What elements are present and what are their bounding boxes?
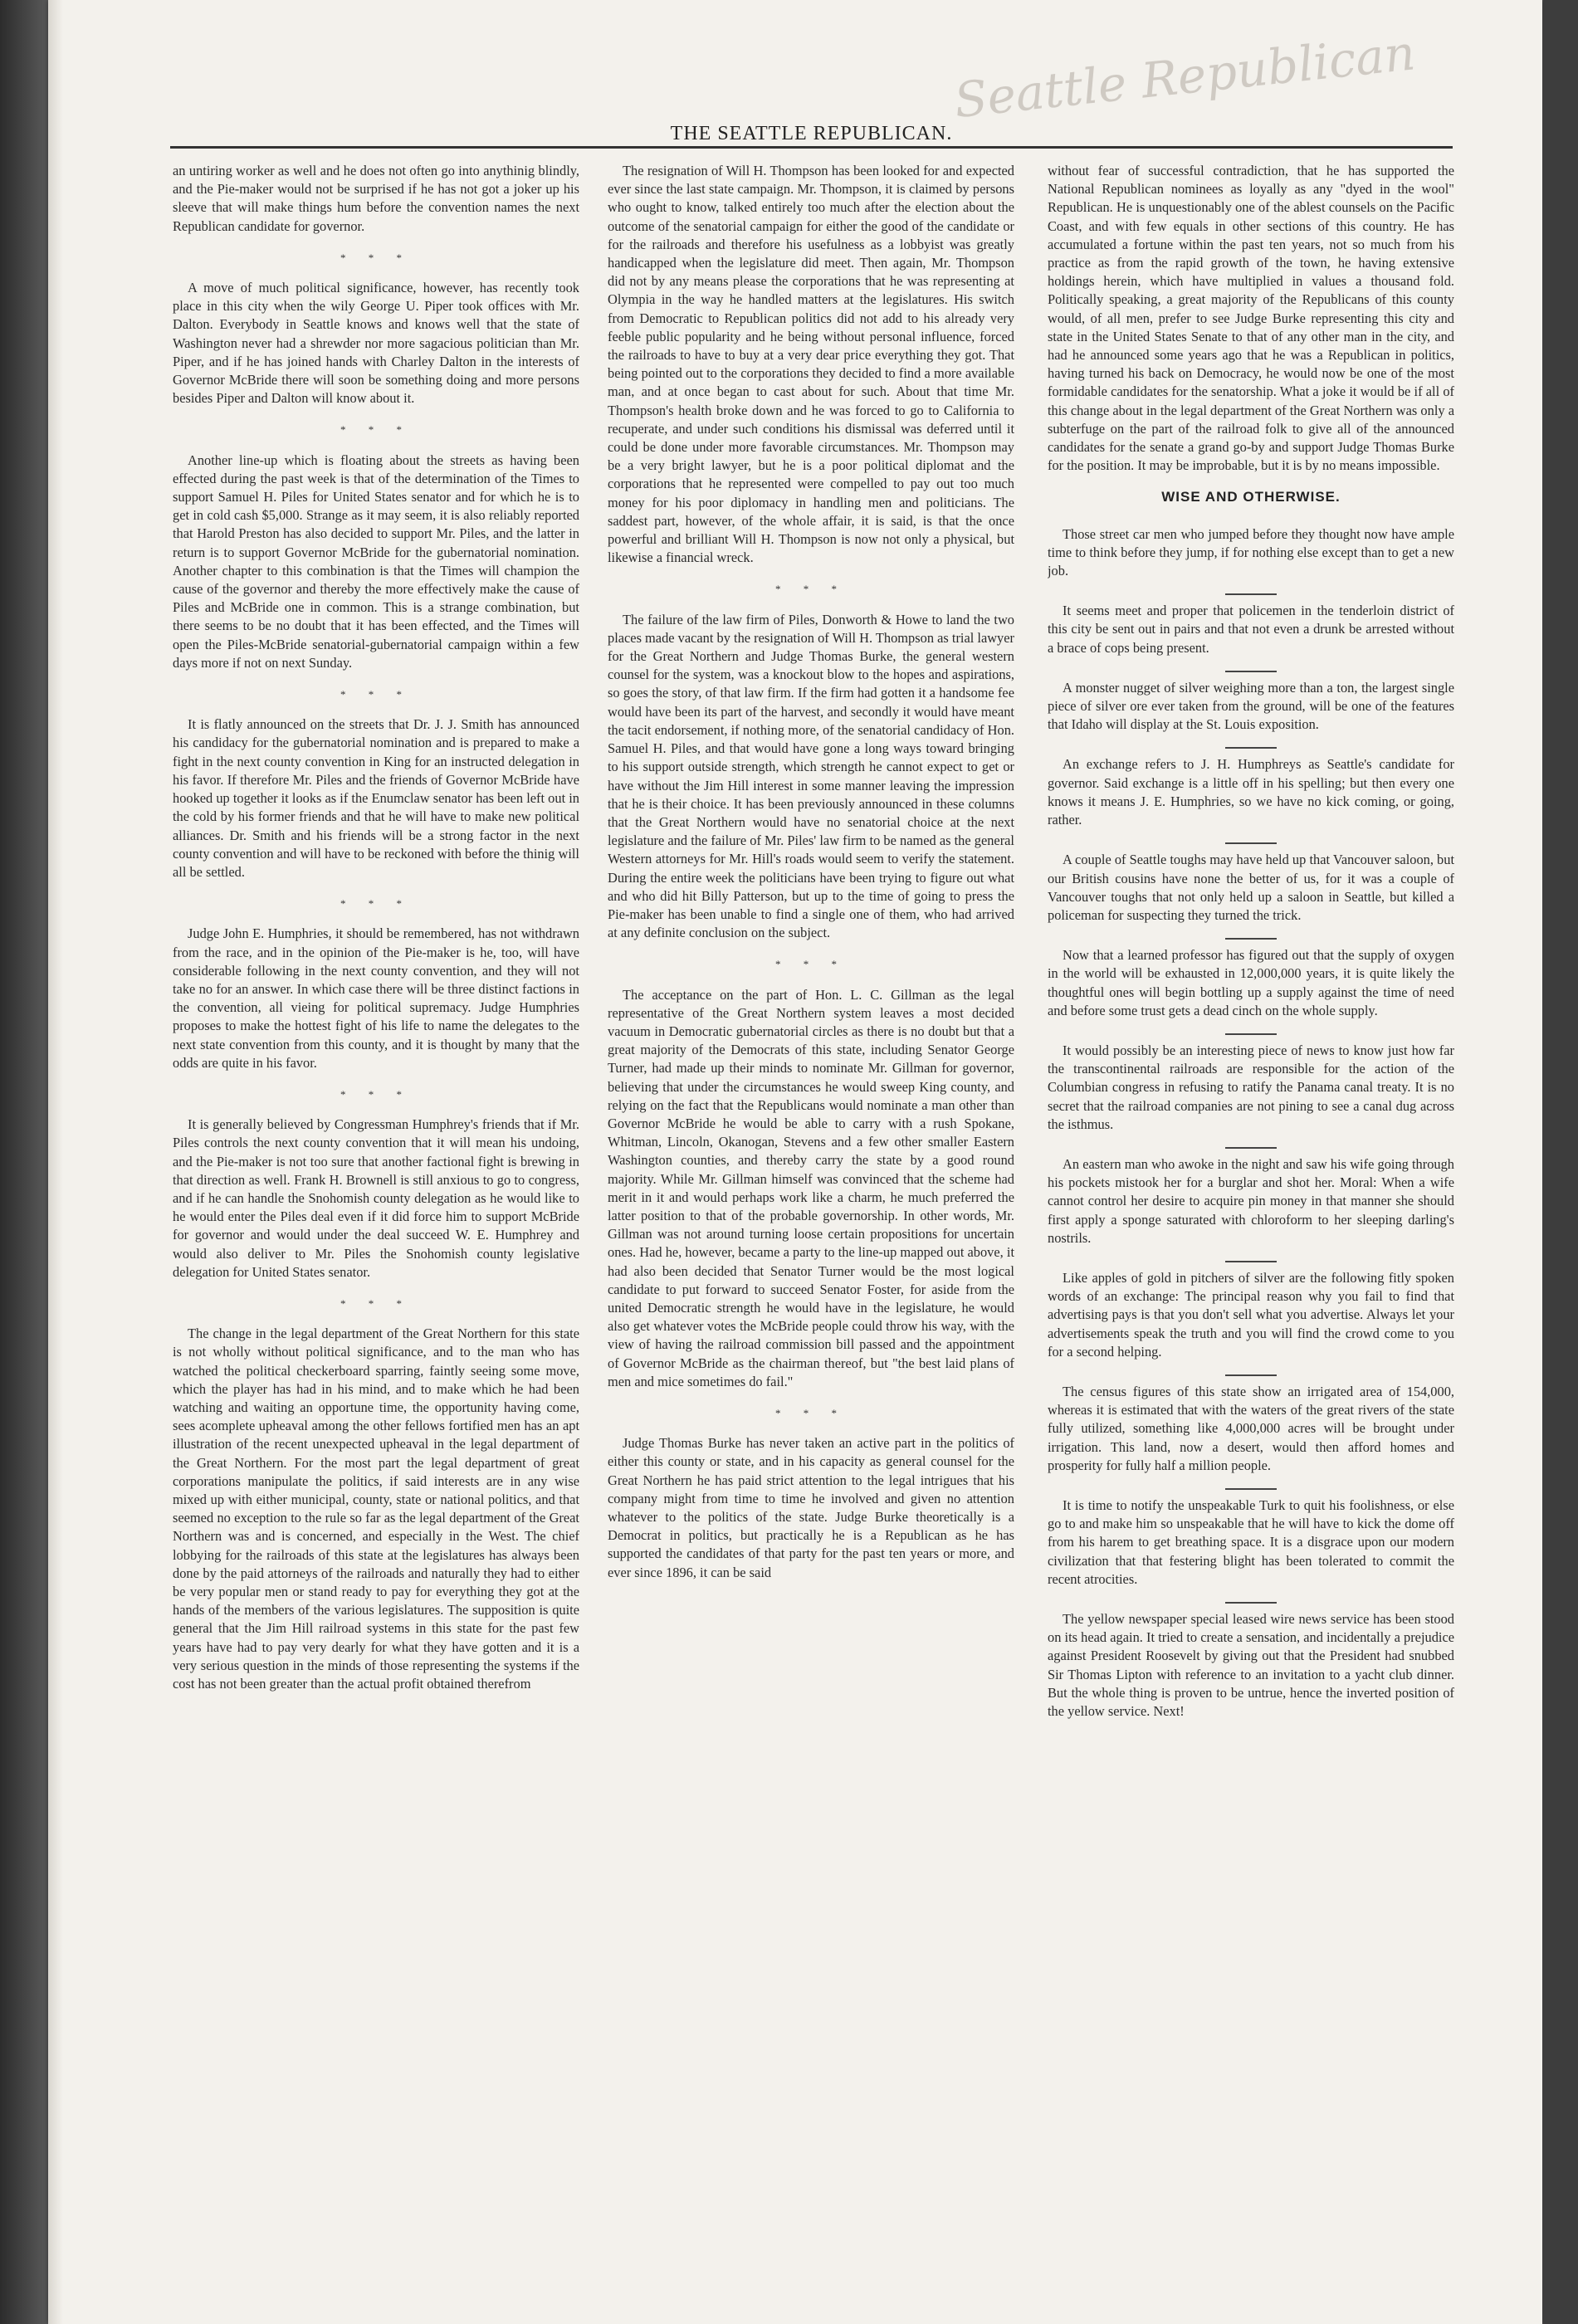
article-paragraph: Judge Thomas Burke has never taken an active part in the politics of either this county or state, and in his capacity as general counsel for the Great Northern he has paid strict attention to the legal intrigues that his company might from time to time he involved and given no attention whatever to the politics of the state. Judge Burke theoretically is a Democrat in politics, but practically he is a Republican as he has supported the candidates of that party for the past ten years or more, and ever since 1896, it can be said — [608, 1435, 1014, 1580]
article-paragraph: The resignation of Will H. Thompson has been looked for and expected ever since the last state campaign. Mr. Thompson, it is claimed by persons who ought to know, talked entirely too much after the election about the outcome of the senatorial campaign for either the good of the candidate or for the railroads and therefore his usefulness as a lobbyist was greatly handicapped when the legislature did meet. Then again, Mr. Thompson did not by any means please the corporations that he was representing at Olympia in the way he handled matters at the legislatures. His switch from Democratic to Republican politics did not add to his already very feeble public popularity and he being without personal influence, forced the railroads to have to buy at a very dear price everything they got. That being pointed out to the corporations they decided to find a more available man, and at once began to cast about for such. About that time Mr. Thompson's health broke down and he was forced to go to California to recuperate, and under such conditions his dismissal was deferred until it could be done under more favorable circumstances. Mr. Thompson may be a very bright lawyer, but he is a poor political diplomat and the corporations that he represented were compelled to pay out too much money for his poor diplomacy in handling men and politicians. The saddest part, however, of the whole affair, it is said, is that the once powerful and brilliant Will H. Thompson is now not only a physical, but likewise a financial wreck. — [608, 163, 1014, 566]
column-2 — [608, 162, 1014, 2179]
article-paragraph: Judge John E. Humphries, it should be remembered, has not withdrawn from the race, and in the opinion of the Pie-maker is he, too, will have considerable following in the next county convention, and they will not take no for an answer. In which case there will be three distinct factions in the convention, all vieing for political supremacy. Judge Humphries proposes to make the hottest fight of his life to name the delegates to the next state convention from this county, and it is thought by many that the odds are quite in his favor. — [173, 925, 579, 1071]
item-divider — [1225, 747, 1277, 749]
article-paragraph: It is time to notify the unspeakable Turk to quit his foolishness, or else go to and make him so unspeakable that he will have to kick the dome off from his harem to get breathing space. It is a disgrace upon our modern civilization that that festering blight has been tolerated to commit the recent atrocities. — [1048, 1496, 1454, 1587]
masthead: THE SEATTLE REPUBLICAN. — [670, 123, 953, 144]
handwritten-annotation: Seattle Republican — [951, 24, 1419, 129]
section-separator: * * * — [340, 423, 412, 437]
article-paragraph: It is generally believed by Congressman Humphrey's friends that if Mr. Piles controls the next county convention that it will mean his undoing, and the Pie-maker is not too sure that another factional fight is brewing in that direction as well. Frank H. Brownell is still anxious to go to congress, and if he can handle the Snohomish county delegation as he would like to he would enter the Piles deal even if it did force him to support McBride for governor and would under the deal succeed W. E. Humphrey and would also deliver to Mr. Piles the Snohomish county legislative delegation for United States senator. — [173, 1116, 579, 1280]
masthead-rule — [170, 146, 1453, 149]
article-paragraph: Now that a learned professor has figured out that the supply of oxygen in the world will be exhausted in 12,000,000 years, it is quite likely the thoughtful ones will begin bottling up a supply against the time of need and before some trust gets a dead cinch on the whole supply. — [1048, 947, 1454, 1018]
item-divider — [1225, 1033, 1277, 1035]
section-separator: * * * — [340, 1296, 412, 1310]
article-paragraph: Like apples of gold in pitchers of silver are the following fitly spoken words of an exchange: The principal reason why you fail to find that advertising pays is that you don't sell what you advertise. Always let your advertisements speak the truth and you will find the crowd come to you for a second helping. — [1048, 1269, 1454, 1360]
item-divider — [1225, 1374, 1277, 1376]
section-separator: * * * — [775, 958, 847, 971]
section-separator: * * * — [340, 688, 412, 701]
article-paragraph: The acceptance on the part of Hon. L. C. Gillman as the legal representative of the Great Northern system leaves a most decided vacuum in Democratic gubernatorial circles as there is no doubt but that a great majority of the Democrats of this state, including Senator George Turner, had made up their minds to nominate Mr. Gillman for governor, believing that under the circumstances he would sweep King county, and relying on the fact that the Republicans would nominate a man other than Governor McBride he would be able to carry with a rush Spokane, Whitman, Lincoln, Okanogan, Stevens and a few other smaller Eastern Washington counties, and thereby carry the state by a good round majority. While Mr. Gillman himself was convinced that the scheme had merit in it and would perhaps work like a charm, he much preferred the latter position to that of the probable governorship. In other words, Mr. Gillman was not around turning loose certain propositions for uncertain ones. Had he, however, became a party to the line-up mapped out above, it had also been decided that Senator Turner would be the most logical candidate to put forward to succeed Senator Foster, for aside from the united Democratic strength he would have in the legislature, he would also get whatever votes the McBride people could throw his way, with the view of having the railroad commission bill passed and the appointment of Governor McBride as the chairman thereof, but "the best laid plans of men and mice sometimes do fail." — [608, 986, 1014, 1389]
article-paragraph: It is flatly announced on the streets that Dr. J. J. Smith has announced his candidacy for the gubernatorial nomination and is prepared to make a fight in the next county convention in King for an instructed delegation in his favor. If therefore Mr. Piles and the friends of Governor McBride have hooked up together it looks as if the Enumclaw senator has been left out in the cold by his former friends and that he will have to make new political alliances. Dr. Smith and his friends will be a strong factor in the next county convention and will have to be reckoned with before the thinig will all be settled. — [173, 716, 579, 880]
article-paragraph: A monster nugget of silver weighing more than a ton, the largest single piece of silver ore ever taken from the ground, will be one of the features that Idaho will display at the St. Louis exposition. — [1048, 679, 1454, 733]
article-paragraph: The change in the legal department of the Great Northern for this state is not wholly without political significance, and to the man who has watched the political checkerboard sparring, faintly seeing some move, which the player has had in his mind, and to make which he had been watching and waiting an opportune time, the opportunity having come, sees acomplete upheaval among the other fellows fortified men has an apt illustration of the recent unexpected upheaval in the legal department of the Great Northern. For the most part the legal department of great corporations manipulate the politics, if said interests are in any wise mixed up with either municipal, county, state or national politics, and that seemed no exception to the rule so far as the legal department of the Great Northern was and is concerned, and especially in the West. The chief lobbying for the railroads of this state at the legislatures has always been done by the paid attorneys of the railroads and naturally they had to either be very popular men or stand ready to pay for everything they got at the hands of the members of the various legislatures. The supposition is quite general that the Jim Hill railroad systems in this state for the past few years have had to pay very dearly for what they have gotten and it is a very serious question in the minds of those representing the systems if the cost has not been greater than the actual profit obtained therefrom — [173, 1326, 579, 1692]
section-separator: * * * — [340, 897, 412, 911]
article-paragraph: An eastern man who awoke in the night and saw his wife going through his pockets mistook her for a burglar and shot her. Moral: When a wife cannot control her desire to acquire pin money in that manner she should first apply a sponge saturated with chloroform to her sleeping darling's nostrils. — [1048, 1155, 1454, 1246]
item-divider — [1225, 1488, 1277, 1490]
article-paragraph: Another line-up which is floating about the streets as having been effected during the past week is that of the determination of the Times to support Samuel H. Piles for United States senator and for which he is to get in cold cash $5,000. Strange as it may seem, it is also reliably reported that Harold Preston has also decided to support Mr. Piles, and the latter in return is to support Governor McBride for the gubernatorial nomination. Another chapter to this combination is that the Times will champion the cause of the governor and thereby the more effectively make the cause of Piles and McBride one in common. This is a strange combination, but there seems to be no doubt that it has been effected, and the Times will open the Piles-McBride senatorial-gubernatorial campaign within a few days more if not on next Sunday. — [173, 452, 579, 671]
section-separator: * * * — [775, 583, 847, 596]
section-separator: * * * — [340, 1087, 412, 1101]
column-3 — [1048, 162, 1454, 2179]
item-divider — [1225, 842, 1277, 844]
article-paragraph: Those street car men who jumped before they thought now have ample time to think before they jump, if for nothing else except than to get a new job. — [1048, 525, 1454, 579]
item-divider — [1225, 671, 1277, 672]
scan-edge — [0, 0, 48, 2324]
article-paragraph: An exchange refers to J. H. Humphreys as Seattle's candidate for governor. Said exchange is a little off in his spelling; but then every one knows it means J. E. Humphries, so we have no kick coming, or going, rather. — [1048, 756, 1454, 828]
item-divider — [1225, 593, 1277, 595]
section-separator: * * * — [775, 1407, 847, 1419]
item-divider — [1225, 1261, 1277, 1262]
article-paragraph: The failure of the law firm of Piles, Donworth & Howe to land the two places made vacant by the resignation of Will H. Thompson as trial lawyer for the Great Northern and Judge Thomas Burke, the general western counsel for the system, was a knockout blow to the hopes and aspirations, so goes the story, of that law firm. If the firm had gotten it a handsome fee would have been its part of the harvest, and secondly it would have meant the tacit endorsement, if nothing more, of the senatorial candidacy of Hon. Samuel H. Piles, and that would have gone a long ways toward bringing to his support outside strength, which strength he cannot expect to get or have without the Jim Hill interest in some manner leaving the impression that he is their choice. It has been previously announced in these columns that the Great Northern would have no senatorial choice at the next legislature and the failure of Mr. Piles' law firm to be named as the general Western attorneys for Mr. Hill's roads would seem to verify the statement. During the entire week the politicians have been trying to figure out what and who did hit Billy Patterson, but up to the time of going to press the Pie-maker has been unable to find a single one of them, who had arrived at any definite conclusion on the subject. — [608, 611, 1014, 941]
scan-border — [1544, 0, 1578, 2324]
article-paragraph: The census figures of this state show an irrigated area of 154,000, whereas it is estimated that with the waters of the great rivers of the state fully utilized, something like 4,000,000 acres will be brought under irrigation. This land, now a desert, would then afford homes and prosperity for fully half a million people. — [1048, 1383, 1454, 1473]
item-divider — [1225, 938, 1277, 940]
article-paragraph: A couple of Seattle toughs may have held up that Vancouver saloon, but our British cousins have none the better of us, for it was a couple of Vancouver toughs that not only held up a saloon in Seattle, but killed a policeman for suspecting they turned the trick. — [1048, 852, 1454, 923]
column-1 — [173, 162, 579, 2179]
article-paragraph: an untiring worker as well and he does not often go into anythinig blindly, and the Pie-maker would not be surprised if he has not got a joker up his sleeve that will make things hum before the convention names the next Republican candidate for governor. — [173, 163, 579, 234]
article-paragraph: It would possibly be an interesting piece of news to know just how far the transcontinental railroads are responsible for the action of the Columbian congress in refusing to ratify the Panama canal treaty. It is no secret that the railroad companies are not pining to see a canal dug across the isthmus. — [1048, 1042, 1454, 1132]
article-paragraph: The yellow newspaper special leased wire news service has been stood on its head again. It tried to create a sensation, and incidentally a prejudice against President Roosevelt by giving out that the President had snubbed Sir Thomas Lipton with reference to an invitation to a yacht club dinner. But the whole thing is proven to be untrue, hence the inverted position of the yellow service. Next! — [1048, 1611, 1454, 1720]
article-paragraph: without fear of successful contradiction, that he has supported the National Republican nominees as loyally as any "dyed in the wool" Republican. He is unquestionably one of the ablest counsels on the Pacific Coast, and with few equals in other sections of this country. He has accumulated a fortune within the past ten years, not so much from his practice as from the rapid growth of the town, he having extensive holdings herein, which have multiplied in values a thousand fold. Politically speaking, a great majority of the Republicans of this county would, of all men, prefer to see Judge Burke representing this city and state in the United States Senate to that of any other man in the city, and had he announced some years ago that he was a Republican in politics, having turned his back on Democracy, he would now be one of the most formidable candidates for the senatorship. What a joke it would be if all of this change about in the legal department of the Great Northern was only a subterfuge on the part of the railroad folk to give all of the announced candidates for the senate a grand go-by and support Judge Thomas Burke for the position. It may be improbable, but it is by no means impossible. — [1048, 163, 1454, 474]
item-divider — [1225, 1602, 1277, 1604]
article-paragraph: A move of much political significance, however, has recently took place in this city when the wily George U. Piper took offices with Mr. Dalton. Everybody in Seattle knows and knows well that the state of Washington never had a shrewder nor more sagacious politician than Mr. Piper, and if he has joined hands with Charley Dalton in the interests of Governor McBride there will soon be something doing and more persons besides Piper and Dalton will know about it. — [173, 280, 579, 407]
item-divider — [1225, 1147, 1277, 1149]
article-paragraph: It seems meet and proper that policemen in the tenderloin district of this city be sent out in pairs and that not even a drunk be arrested without a brace of cops being present. — [1048, 603, 1454, 656]
section-separator: * * * — [340, 251, 412, 264]
section-heading: WISE AND OTHERWISE. — [1161, 489, 1341, 505]
